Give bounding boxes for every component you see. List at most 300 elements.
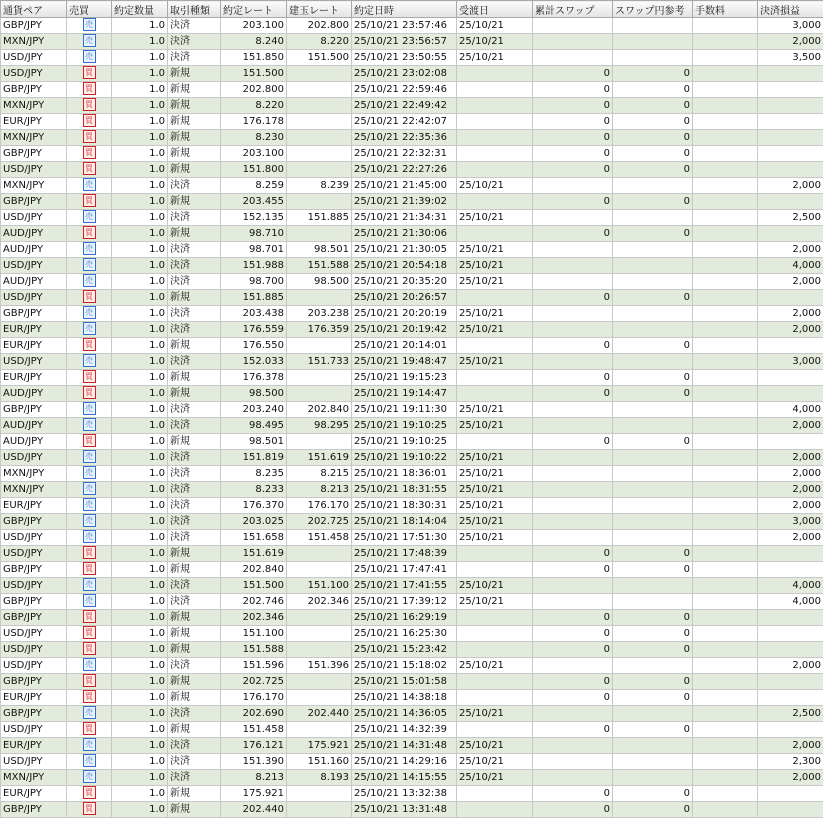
cell-pair: USD/JPY — [1, 450, 67, 466]
cell-swap-ref: 0 — [613, 226, 693, 242]
cell-exec-rate: 176.550 — [221, 338, 287, 354]
cell-fee — [693, 706, 758, 722]
sell-badge: 売 — [83, 306, 96, 319]
cell-side — [67, 722, 112, 738]
cell-swap-ref: 0 — [613, 66, 693, 82]
cell-quantity: 1.0 — [112, 642, 168, 658]
cell-settle-date: 25/10/21 — [457, 418, 533, 434]
cell-fee — [693, 50, 758, 66]
table-row[interactable] — [1, 210, 823, 226]
cell-pair: MXN/JPY — [1, 770, 67, 786]
table-row[interactable] — [1, 178, 823, 194]
table-row[interactable] — [1, 66, 823, 82]
table-row[interactable] — [1, 98, 823, 114]
cell-side — [67, 386, 112, 402]
sell-badge: 売 — [83, 594, 96, 607]
cell-exec-rate: 151.819 — [221, 450, 287, 466]
cell-trade-type: 決済 — [168, 450, 221, 466]
buy-badge: 買 — [83, 722, 96, 735]
cell-trade-type: 新規 — [168, 98, 221, 114]
cell-pair: USD/JPY — [1, 658, 67, 674]
table-row[interactable] — [1, 786, 823, 802]
table-row[interactable] — [1, 770, 823, 786]
cell-pair: MXN/JPY — [1, 130, 67, 146]
cell-side — [67, 594, 112, 610]
cell-swap-ref — [613, 258, 693, 274]
sell-badge: 売 — [83, 418, 96, 431]
cell-fee — [693, 402, 758, 418]
cell-position-rate: 8.239 — [287, 178, 352, 194]
cell-position-rate: 151.619 — [287, 450, 352, 466]
cell-position-rate — [287, 610, 352, 626]
cell-fee — [693, 450, 758, 466]
cell-exec-datetime: 25/10/21 17:41:55 — [352, 578, 457, 594]
table-row[interactable] — [1, 354, 823, 370]
sell-badge: 売 — [83, 466, 96, 479]
sell-badge: 売 — [83, 210, 96, 223]
cell-trade-type: 決済 — [168, 418, 221, 434]
cell-side — [67, 562, 112, 578]
cell-quantity: 1.0 — [112, 210, 168, 226]
cell-position-rate — [287, 82, 352, 98]
buy-badge: 買 — [83, 226, 96, 239]
buy-badge: 買 — [83, 610, 96, 623]
cell-trade-type: 新規 — [168, 610, 221, 626]
cell-position-rate — [287, 626, 352, 642]
cell-fee — [693, 290, 758, 306]
cell-fee — [693, 82, 758, 98]
cell-trade-type: 決済 — [168, 738, 221, 754]
cell-side — [67, 770, 112, 786]
cell-exec-datetime: 25/10/21 21:34:31 — [352, 210, 457, 226]
cell-side — [67, 546, 112, 562]
cell-fee — [693, 674, 758, 690]
cell-quantity: 1.0 — [112, 146, 168, 162]
buy-badge: 買 — [83, 434, 96, 447]
cell-trade-type: 新規 — [168, 226, 221, 242]
cell-settle-date — [457, 146, 533, 162]
table-row[interactable] — [1, 34, 823, 50]
cell-settle-date: 25/10/21 — [457, 530, 533, 546]
cell-position-rate — [287, 66, 352, 82]
cell-swap-ref — [613, 322, 693, 338]
cell-settle-date: 25/10/21 — [457, 594, 533, 610]
cell-swap-ref — [613, 754, 693, 770]
cell-pnl — [758, 802, 823, 818]
cell-exec-rate: 202.746 — [221, 594, 287, 610]
cell-swap-ref: 0 — [613, 146, 693, 162]
cell-side — [67, 130, 112, 146]
cell-pnl — [758, 642, 823, 658]
cell-quantity: 1.0 — [112, 370, 168, 386]
cell-pair: USD/JPY — [1, 258, 67, 274]
cell-side — [67, 786, 112, 802]
table-row[interactable] — [1, 274, 823, 290]
cell-fee — [693, 130, 758, 146]
col-header-exec-datetime[interactable]: 約定日時 — [352, 1, 457, 18]
cell-swap-ref — [613, 482, 693, 498]
cell-trade-type: 新規 — [168, 674, 221, 690]
col-header-pair[interactable]: 通貨ペア — [1, 1, 67, 18]
cell-pair: AUD/JPY — [1, 274, 67, 290]
cell-exec-rate: 98.501 — [221, 434, 287, 450]
cell-fee — [693, 306, 758, 322]
cell-cum-swap — [533, 306, 613, 322]
cell-pnl: 2,000 — [758, 450, 823, 466]
table-row[interactable] — [1, 226, 823, 242]
cell-position-rate: 151.396 — [287, 658, 352, 674]
table-row[interactable] — [1, 386, 823, 402]
table-row[interactable] — [1, 306, 823, 322]
sell-badge: 売 — [83, 274, 96, 287]
cell-swap-ref — [613, 402, 693, 418]
table-row[interactable] — [1, 466, 823, 482]
table-row[interactable] — [1, 690, 823, 706]
cell-swap-ref: 0 — [613, 546, 693, 562]
cell-fee — [693, 802, 758, 818]
cell-position-rate: 175.921 — [287, 738, 352, 754]
cell-position-rate: 98.501 — [287, 242, 352, 258]
cell-pair: GBP/JPY — [1, 402, 67, 418]
table-row[interactable] — [1, 578, 823, 594]
cell-side — [67, 690, 112, 706]
col-header-settle-date[interactable]: 受渡日 — [457, 1, 533, 18]
cell-trade-type: 新規 — [168, 690, 221, 706]
cell-exec-datetime: 25/10/21 18:36:01 — [352, 466, 457, 482]
cell-side — [67, 642, 112, 658]
cell-position-rate: 202.346 — [287, 594, 352, 610]
table-row[interactable] — [1, 626, 823, 642]
table-row[interactable] — [1, 418, 823, 434]
cell-side — [67, 482, 112, 498]
cell-cum-swap — [533, 242, 613, 258]
cell-exec-datetime: 25/10/21 13:31:48 — [352, 802, 457, 818]
cell-cum-swap — [533, 514, 613, 530]
table-row[interactable] — [1, 450, 823, 466]
cell-exec-rate: 202.690 — [221, 706, 287, 722]
table-row[interactable] — [1, 498, 823, 514]
cell-quantity: 1.0 — [112, 34, 168, 50]
table-row[interactable] — [1, 402, 823, 418]
table-row[interactable] — [1, 754, 823, 770]
cell-exec-rate: 152.135 — [221, 210, 287, 226]
table-row[interactable] — [1, 642, 823, 658]
cell-position-rate — [287, 162, 352, 178]
cell-exec-datetime: 25/10/21 20:26:57 — [352, 290, 457, 306]
cell-quantity: 1.0 — [112, 546, 168, 562]
table-row[interactable] — [1, 322, 823, 338]
cell-side — [67, 450, 112, 466]
cell-exec-rate: 176.170 — [221, 690, 287, 706]
cell-pnl — [758, 386, 823, 402]
table-row[interactable] — [1, 82, 823, 98]
cell-settle-date — [457, 386, 533, 402]
buy-badge: 買 — [83, 626, 96, 639]
table-row[interactable] — [1, 722, 823, 738]
cell-swap-ref — [613, 354, 693, 370]
cell-swap-ref: 0 — [613, 370, 693, 386]
cell-pnl: 2,000 — [758, 530, 823, 546]
cell-pnl: 2,000 — [758, 466, 823, 482]
cell-pnl: 2,300 — [758, 754, 823, 770]
cell-quantity: 1.0 — [112, 130, 168, 146]
cell-exec-rate: 175.921 — [221, 786, 287, 802]
table-row[interactable] — [1, 194, 823, 210]
sell-badge: 売 — [83, 578, 96, 591]
cell-side — [67, 306, 112, 322]
table-row[interactable] — [1, 802, 823, 818]
cell-side — [67, 114, 112, 130]
table-row[interactable] — [1, 338, 823, 354]
cell-quantity: 1.0 — [112, 498, 168, 514]
cell-exec-datetime: 25/10/21 21:30:05 — [352, 242, 457, 258]
cell-fee — [693, 626, 758, 642]
cell-pair: GBP/JPY — [1, 594, 67, 610]
cell-cum-swap: 0 — [533, 562, 613, 578]
table-row[interactable] — [1, 130, 823, 146]
cell-settle-date: 25/10/21 — [457, 306, 533, 322]
cell-fee — [693, 578, 758, 594]
cell-position-rate — [287, 642, 352, 658]
cell-quantity: 1.0 — [112, 274, 168, 290]
table-row[interactable] — [1, 162, 823, 178]
cell-side — [67, 274, 112, 290]
col-header-side[interactable]: 売買 — [67, 1, 112, 18]
buy-badge: 買 — [83, 194, 96, 207]
table-row[interactable] — [1, 658, 823, 674]
cell-trade-type: 決済 — [168, 770, 221, 786]
cell-exec-datetime: 25/10/21 16:29:19 — [352, 610, 457, 626]
cell-position-rate: 151.160 — [287, 754, 352, 770]
cell-quantity: 1.0 — [112, 786, 168, 802]
cell-exec-rate: 8.240 — [221, 34, 287, 50]
table-row[interactable] — [1, 546, 823, 562]
cell-position-rate: 151.458 — [287, 530, 352, 546]
cell-fee — [693, 178, 758, 194]
cell-side — [67, 162, 112, 178]
table-row[interactable] — [1, 114, 823, 130]
cell-settle-date — [457, 114, 533, 130]
cell-quantity: 1.0 — [112, 402, 168, 418]
cell-pair: USD/JPY — [1, 722, 67, 738]
buy-badge: 買 — [83, 674, 96, 687]
cell-swap-ref: 0 — [613, 98, 693, 114]
col-header-pnl[interactable]: 決済損益 — [758, 1, 823, 18]
cell-quantity: 1.0 — [112, 658, 168, 674]
cell-swap-ref: 0 — [613, 338, 693, 354]
cell-position-rate: 151.733 — [287, 354, 352, 370]
cell-trade-type: 決済 — [168, 178, 221, 194]
cell-exec-rate: 151.850 — [221, 50, 287, 66]
cell-exec-datetime: 25/10/21 23:02:08 — [352, 66, 457, 82]
cell-position-rate — [287, 338, 352, 354]
cell-trade-type: 決済 — [168, 18, 221, 34]
table-row[interactable] — [1, 610, 823, 626]
cell-pnl — [758, 674, 823, 690]
cell-trade-type: 決済 — [168, 34, 221, 50]
col-header-position-rate[interactable]: 建玉レート — [287, 1, 352, 18]
cell-exec-rate: 151.500 — [221, 578, 287, 594]
cell-settle-date: 25/10/21 — [457, 178, 533, 194]
col-header-swap-ref[interactable]: スワップ円参考 — [613, 1, 693, 18]
cell-position-rate: 8.193 — [287, 770, 352, 786]
cell-settle-date: 25/10/21 — [457, 34, 533, 50]
cell-pnl: 2,000 — [758, 418, 823, 434]
cell-trade-type: 決済 — [168, 530, 221, 546]
cell-fee — [693, 754, 758, 770]
cell-swap-ref: 0 — [613, 434, 693, 450]
cell-exec-rate: 176.378 — [221, 370, 287, 386]
cell-fee — [693, 562, 758, 578]
cell-exec-datetime: 25/10/21 23:57:46 — [352, 18, 457, 34]
cell-pair: GBP/JPY — [1, 706, 67, 722]
cell-position-rate — [287, 130, 352, 146]
col-header-fee[interactable]: 手数料 — [693, 1, 758, 18]
cell-pnl — [758, 66, 823, 82]
cell-exec-datetime: 25/10/21 17:39:12 — [352, 594, 457, 610]
cell-swap-ref — [613, 18, 693, 34]
table-row[interactable] — [1, 738, 823, 754]
table-row[interactable] — [1, 530, 823, 546]
cell-cum-swap: 0 — [533, 546, 613, 562]
table-row[interactable] — [1, 146, 823, 162]
cell-exec-rate: 202.800 — [221, 82, 287, 98]
cell-position-rate: 202.800 — [287, 18, 352, 34]
cell-quantity: 1.0 — [112, 306, 168, 322]
cell-cum-swap — [533, 274, 613, 290]
table-row[interactable] — [1, 370, 823, 386]
cell-settle-date — [457, 434, 533, 450]
cell-exec-rate: 8.213 — [221, 770, 287, 786]
cell-pnl: 2,000 — [758, 738, 823, 754]
cell-position-rate — [287, 370, 352, 386]
cell-exec-datetime: 25/10/21 14:38:18 — [352, 690, 457, 706]
cell-quantity: 1.0 — [112, 242, 168, 258]
cell-exec-datetime: 25/10/21 21:30:06 — [352, 226, 457, 242]
cell-position-rate — [287, 690, 352, 706]
cell-trade-type: 新規 — [168, 562, 221, 578]
cell-side — [67, 754, 112, 770]
buy-badge: 買 — [83, 562, 96, 575]
cell-fee — [693, 338, 758, 354]
cell-pair: GBP/JPY — [1, 306, 67, 322]
cell-pnl: 2,500 — [758, 706, 823, 722]
cell-exec-rate: 203.100 — [221, 18, 287, 34]
cell-swap-ref: 0 — [613, 290, 693, 306]
cell-trade-type: 決済 — [168, 354, 221, 370]
cell-cum-swap — [533, 482, 613, 498]
cell-exec-datetime: 25/10/21 14:31:48 — [352, 738, 457, 754]
cell-trade-type: 決済 — [168, 578, 221, 594]
table-row[interactable] — [1, 562, 823, 578]
cell-pair: EUR/JPY — [1, 690, 67, 706]
cell-cum-swap: 0 — [533, 194, 613, 210]
cell-exec-datetime: 25/10/21 15:01:58 — [352, 674, 457, 690]
cell-pnl — [758, 562, 823, 578]
table-row[interactable] — [1, 50, 823, 66]
cell-fee — [693, 418, 758, 434]
cell-trade-type: 新規 — [168, 290, 221, 306]
cell-pnl — [758, 130, 823, 146]
cell-pair: USD/JPY — [1, 290, 67, 306]
cell-trade-type: 決済 — [168, 706, 221, 722]
table-body — [1, 18, 823, 818]
cell-cum-swap: 0 — [533, 82, 613, 98]
col-header-trade-type[interactable]: 取引種類 — [168, 1, 221, 18]
table-row[interactable] — [1, 434, 823, 450]
table-row[interactable] — [1, 258, 823, 274]
col-header-cum-swap[interactable]: 累計スワップ — [533, 1, 613, 18]
table-row[interactable] — [1, 594, 823, 610]
cell-quantity: 1.0 — [112, 594, 168, 610]
table-row[interactable] — [1, 674, 823, 690]
cell-exec-datetime: 25/10/21 19:15:23 — [352, 370, 457, 386]
cell-quantity: 1.0 — [112, 610, 168, 626]
cell-exec-rate: 151.500 — [221, 66, 287, 82]
cell-side — [67, 66, 112, 82]
cell-exec-datetime: 25/10/21 14:29:16 — [352, 754, 457, 770]
cell-settle-date — [457, 786, 533, 802]
cell-settle-date — [457, 546, 533, 562]
cell-side — [67, 98, 112, 114]
cell-settle-date — [457, 130, 533, 146]
cell-pair: EUR/JPY — [1, 338, 67, 354]
table-row[interactable] — [1, 290, 823, 306]
table-row[interactable] — [1, 242, 823, 258]
cell-exec-datetime: 25/10/21 15:18:02 — [352, 658, 457, 674]
cell-trade-type: 決済 — [168, 258, 221, 274]
table-row[interactable] — [1, 482, 823, 498]
sell-badge: 売 — [83, 770, 96, 783]
cell-position-rate — [287, 114, 352, 130]
cell-pnl — [758, 114, 823, 130]
table-row[interactable] — [1, 706, 823, 722]
cell-exec-datetime: 25/10/21 17:47:41 — [352, 562, 457, 578]
cell-fee — [693, 242, 758, 258]
cell-swap-ref: 0 — [613, 114, 693, 130]
cell-position-rate — [287, 146, 352, 162]
cell-quantity: 1.0 — [112, 530, 168, 546]
cell-pnl — [758, 162, 823, 178]
cell-exec-datetime: 25/10/21 13:32:38 — [352, 786, 457, 802]
cell-swap-ref — [613, 770, 693, 786]
cell-cum-swap: 0 — [533, 114, 613, 130]
cell-fee — [693, 146, 758, 162]
cell-pair: GBP/JPY — [1, 562, 67, 578]
table-row[interactable] — [1, 18, 823, 34]
cell-fee — [693, 34, 758, 50]
cell-exec-datetime: 25/10/21 19:10:25 — [352, 418, 457, 434]
cell-fee — [693, 354, 758, 370]
cell-exec-datetime: 25/10/21 23:50:55 — [352, 50, 457, 66]
col-header-quantity[interactable]: 約定数量 — [112, 1, 168, 18]
cell-exec-datetime: 25/10/21 17:51:30 — [352, 530, 457, 546]
cell-side — [67, 82, 112, 98]
col-header-exec-rate[interactable]: 約定レート — [221, 1, 287, 18]
cell-trade-type: 新規 — [168, 66, 221, 82]
cell-exec-rate: 203.100 — [221, 146, 287, 162]
cell-position-rate — [287, 546, 352, 562]
cell-exec-datetime: 25/10/21 22:35:36 — [352, 130, 457, 146]
cell-pair: USD/JPY — [1, 626, 67, 642]
cell-side — [67, 402, 112, 418]
cell-pnl: 2,000 — [758, 322, 823, 338]
cell-swap-ref — [613, 34, 693, 50]
cell-trade-type: 決済 — [168, 274, 221, 290]
cell-quantity: 1.0 — [112, 114, 168, 130]
cell-settle-date: 25/10/21 — [457, 274, 533, 290]
table-row[interactable] — [1, 514, 823, 530]
